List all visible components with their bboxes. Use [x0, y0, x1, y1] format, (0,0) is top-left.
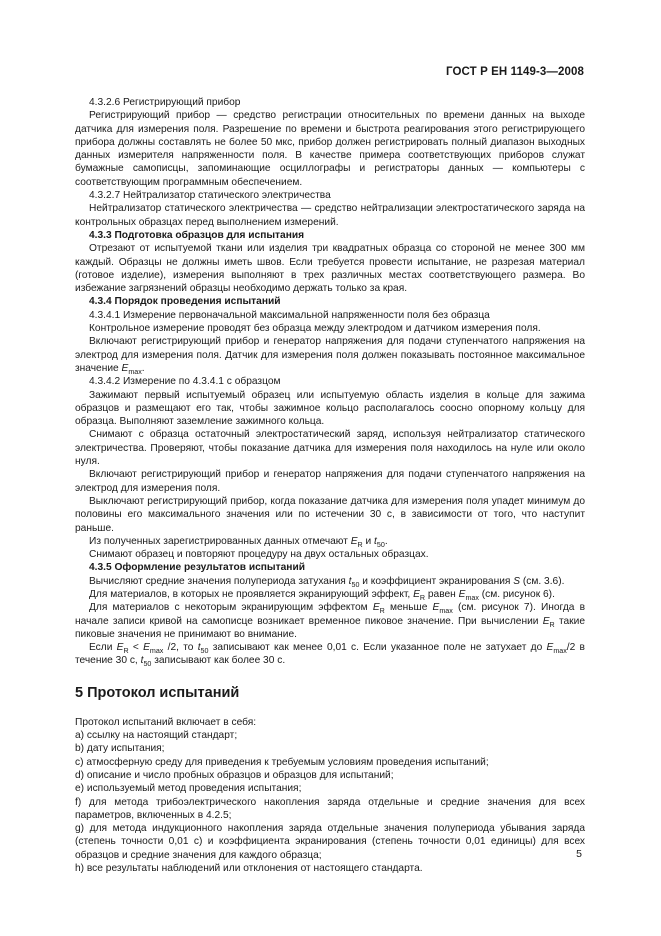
- clause-4-3-2-6-title: 4.3.2.6 Регистрирующий прибор: [89, 97, 241, 108]
- subscript-max: max: [553, 647, 567, 656]
- subscript-50: 50: [351, 580, 360, 589]
- subscript-max: max: [149, 647, 164, 656]
- clause-4-3-3-text: Отрезают от испытуемой ткани или изделия три квадратных образца со стороной не менее 300 мм каждый. Образцы не должны иметь швов. Если требуется провести испытание, не разрезая материал (готовое изделие), измерения выполняют в трех различных местах соответствующего размера. Во избежание загрязнений образцы необходимо держать только за края.: [75, 243, 585, 295]
- symbol-t: t: [140, 655, 144, 667]
- list-item: a) ссылку на настоящий стандарт;: [75, 730, 238, 742]
- list-item: e) используемый метод проведения испытания;: [75, 783, 302, 795]
- clause-4-3-4-2-p6: Выключают регистрирующий прибор, когда показание датчика для измерения поля упадет минимум до половины его максимального значения или по истечении 30 с, в зависимости от того, что наступит раньше.: [75, 495, 585, 534]
- symbol-e: E: [116, 642, 124, 654]
- symbol-e: E: [121, 362, 129, 374]
- subscript-max: max: [439, 607, 453, 616]
- symbol-e: E: [372, 602, 380, 614]
- text-run: Для материалов, в которых не проявляется экранирующий эффект,: [89, 588, 414, 600]
- text-run: .: [384, 535, 388, 547]
- symbol-e: E: [546, 642, 554, 654]
- symbol-e: E: [432, 602, 440, 614]
- list-item: c) атмосферную среду для приведения к требуемым условиям проведения испытаний;: [75, 756, 489, 768]
- clause-4-3-4-2-title: 4.3.4.2 Измерение по 4.3.4.1 с образцом: [89, 376, 281, 388]
- clause-4-3-4-1-title: 4.3.4.1 Измерение первоначальной максимальной напряженности поля без образца: [89, 309, 490, 321]
- text-run: Включают регистрирующий прибор и генератор напряжения для подачи ступенчатого напряжения на электрод для измерения поля. Датчик для измерения поля должен показывать постоянное максимальное значение: [75, 336, 585, 374]
- clause-4-3-4-2-p8: Снимают образец и повторяют процедуру на двух остальных образцах.: [89, 549, 429, 561]
- clause-4-3-4-2-p4: Снимают с образца остаточный электростатический заряд, используя нейтрализатор статического электричества. Проверяют, чтобы показание датчика для измерения поля находилось на нуле или около нуля.: [75, 429, 585, 468]
- clause-4-3-2-7-title: 4.3.2.7 Нейтрализатор статического электричества: [89, 190, 331, 202]
- symbol-t: t: [374, 535, 377, 547]
- clause-4-3-4-1-p2: [75, 335, 585, 375]
- text-run: меньше: [384, 602, 433, 614]
- symbol-e: E: [542, 615, 550, 627]
- subscript-max: max: [465, 593, 479, 602]
- subscript-r: R: [419, 593, 426, 602]
- symbol-e: E: [458, 588, 466, 600]
- subscript-max: max: [128, 367, 142, 376]
- symbol-e: E: [413, 588, 420, 600]
- list-item: d) описание и число пробных образцов и образцов для испытаний;: [75, 769, 394, 781]
- list-item: g) для метода индукционного накопления заряда отдельные значения полупериода убывания заряда (степень точности 0,01 с) и коэффициента экранирования (степень точности 0,01 единицы) для всех образцов и средние значения для каждого образца;: [75, 823, 585, 861]
- clause-4-3-5-title: 4.3.5 Оформление результатов испытаний: [89, 562, 305, 574]
- text-run: /2 в течение 30 с,: [75, 642, 585, 667]
- text-run: Если: [89, 642, 117, 654]
- clause-4-3-4-2-p5: Включают регистрирующий прибор и генератор напряжения для подачи ступенчатого напряжения на электрод для измерения поля.: [75, 469, 585, 494]
- list-item: h) все результаты наблюдений или отклонения от настоящего стандарта.: [75, 863, 423, 875]
- symbol-t: t: [197, 642, 201, 654]
- clause-4-3-4-1-p1: Контрольное измерение проводят без образца между электродом и датчиком измерения поля.: [89, 323, 541, 335]
- clause-4-3-3-title: 4.3.3 Подготовка образцов для испытания: [89, 229, 305, 241]
- page-number: 5: [576, 848, 582, 860]
- text-run: равен: [425, 588, 459, 600]
- list-item: b) дату испытания;: [75, 743, 165, 755]
- symbol-e: E: [350, 535, 358, 547]
- subscript-50: 50: [200, 647, 209, 656]
- page-body: [75, 96, 585, 875]
- symbol-e: E: [143, 642, 150, 654]
- subscript-r: R: [123, 647, 129, 656]
- clause-4-3-2-6-text: Регистрирующий прибор — средство регистрации относительных по времени данных на выходе датчика для измерения поля. Разрешение по времени и быстрота реагирования этого регистрирующего прибора должны составлять не более 50 мкс, прибор должен регистрировать полный диапазон выходных данных измерителя напряженности поля. В качестве примера соответствующих приборов служат бумажные самописцы, запоминающие осциллографы и регистраторы данных — компьютеры с соответствующим программным обеспечением.: [75, 110, 585, 188]
- clause-4-3-4-2-p7: [75, 535, 585, 548]
- subscript-r: R: [357, 540, 363, 549]
- list-item: f) для метода трибоэлектрического накопления заряда отдельные и средние значения для всех параметров, включенных в 4.2.5;: [75, 796, 585, 821]
- text-run: записывают как более 30 с.: [151, 655, 286, 667]
- section-5-heading: 5 Протокол испытаний: [75, 684, 240, 701]
- text-run: записывают как менее 0,01 с. Если указанное поле не затухает до: [208, 642, 547, 654]
- text-run: и: [362, 535, 375, 547]
- subscript-r: R: [379, 607, 385, 616]
- symbol-t: t: [348, 575, 352, 587]
- clause-4-3-5-p4: [75, 641, 585, 668]
- text-run: и коэффициент экранирования: [359, 575, 514, 587]
- text-run: Из полученных зарегистрированных данных отмечают: [89, 535, 351, 547]
- text-run: (см. рисунок 7). Иногда в начале записи кривой на самописце возникает временное пиковое значение. При вычислении: [75, 602, 585, 627]
- clause-4-3-4-2-p3: Зажимают первый испытуемый образец или испытуемую область изделия в кольце для зажима образцов и размещают его так, чтобы зажимное кольцо располагалось соосно опорному кольцу для образца. Выполняют заземление зажимного кольца.: [75, 389, 585, 428]
- text-run: такие пиковые значения не принимают во внимание.: [75, 615, 585, 640]
- text-run: (см. 3.6).: [520, 575, 565, 587]
- clause-4-3-4-title: 4.3.4 Порядок проведения испытаний: [89, 296, 281, 308]
- text-run: /2, то: [163, 642, 198, 654]
- document-code-header: ГОСТ Р ЕН 1149-3—2008: [446, 66, 584, 78]
- clause-4-3-5-p3: [75, 601, 585, 641]
- clause-4-3-5-p2: [75, 588, 585, 601]
- subscript-r: R: [549, 620, 555, 629]
- subscript-50: 50: [376, 540, 385, 549]
- clause-4-3-5-p1: [75, 575, 585, 588]
- section-5-intro: Протокол испытаний включает в себя:: [75, 716, 257, 728]
- symbol-s: S: [513, 575, 521, 587]
- text-run: Для материалов с некоторым экранирующим эффектом: [89, 602, 373, 614]
- text-run: <: [128, 642, 144, 654]
- subscript-50: 50: [143, 660, 152, 669]
- text-run: (см. рисунок 6).: [478, 588, 555, 600]
- text-run: .: [141, 362, 145, 374]
- clause-4-3-2-7-text: Нейтрализатор статического электричества — средство нейтрализации электростатического заряда на контрольных образцах перед выполнением измерений.: [75, 203, 585, 228]
- text-run: Вычисляют средние значения полупериода затухания: [89, 575, 349, 587]
